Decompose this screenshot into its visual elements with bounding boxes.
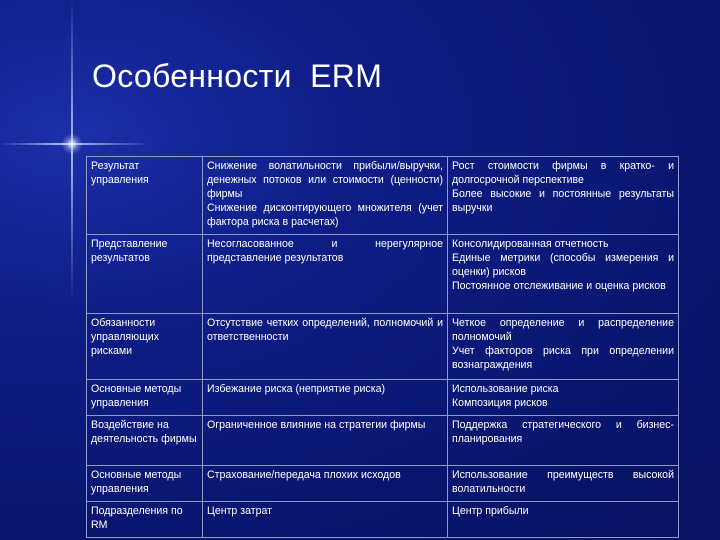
slide-title: Особенности ERM [92,58,383,94]
table-row [87,416,679,466]
traditional-cell [203,157,448,235]
cell-line: Постоянное отслеживание и оценка рисков [452,280,666,292]
cell-line: Использование риска [452,383,559,395]
cell-line: Рост стоимости фирмы в кратко- и долгосрочной перспективе [452,160,674,186]
cell-line: Более высокие и постоянные результаты выручки [452,188,674,214]
table-row [87,466,679,502]
row-label: Результат управления [87,157,203,235]
row-label: Подразделения по RM [87,502,203,538]
erm-cell [448,235,679,314]
row-label: Обязанности управляющих рисками [87,314,203,380]
cell-line: Композиция рисков [452,397,548,409]
table-row [87,235,679,314]
traditional-cell [203,466,448,502]
table-row [87,502,679,538]
erm-comparison-table [86,156,679,538]
cell-line: Единые метрики (способы измерения и оценки) рисков [452,252,674,278]
cell-line: Использование преимуществ высокой волатильности [452,469,674,495]
row-label: Представление результатов [87,235,203,314]
table-row [87,380,679,416]
traditional-cell [203,416,448,466]
cell-line: Центр затрат [207,505,273,517]
erm-cell [448,380,679,416]
cell-line: Отсутствие четких определений, полномочий и ответственности [207,317,443,343]
cell-line: Центр прибыли [452,505,529,517]
table-row [87,157,679,235]
erm-cell [448,416,679,466]
traditional-cell [203,502,448,538]
cell-line: Снижение волатильности прибыли/выручки, денежных потоков или стоимости (ценности) фирмы [207,160,443,200]
cell-line: Консолидированная отчетность [452,238,609,250]
cell-line: Четкое определение и распределение полномочий [452,317,674,343]
traditional-cell [203,235,448,314]
erm-cell [448,502,679,538]
erm-cell [448,314,679,380]
cell-line: Страхование/передача плохих исходов [207,469,401,481]
row-label: Основные методы управления [87,466,203,502]
cell-line: Избежание риска (неприятие риска) [207,383,386,395]
cell-line: Поддержка стратегического и бизнес-планирования [452,419,674,445]
row-label: Основные методы управления [87,380,203,416]
traditional-cell [203,380,448,416]
traditional-cell [203,314,448,380]
cell-line: Ограниченное влияние на стратегии фирмы [207,419,426,431]
table-row [87,314,679,380]
cell-line: Снижение дисконтирующего множителя (учет фактора риска в расчетах) [207,202,443,228]
cell-line: Учет факторов риска при определении вознаграждения [452,345,674,371]
cell-line: Несогласованное и нерегулярное представление результатов [207,238,443,264]
erm-cell [448,466,679,502]
erm-cell [448,157,679,235]
row-label: Воздействие на деятельность фирмы [87,416,203,466]
lens-flare-glow [62,134,82,154]
